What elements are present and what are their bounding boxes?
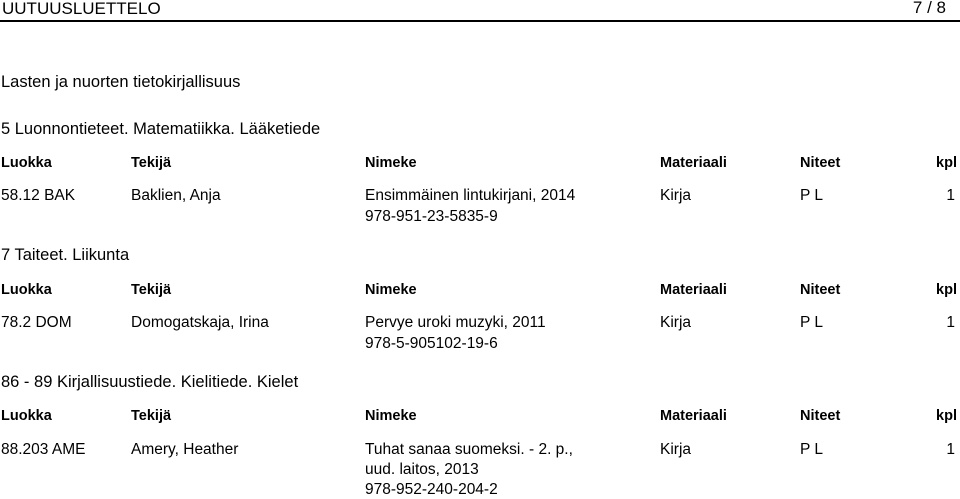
cell-tekija: Domogatskaja, Irina xyxy=(131,314,269,331)
col-niteet: Niteet xyxy=(800,155,841,171)
cell-kpl: 1 xyxy=(946,187,955,204)
section-heading: 86 - 89 Kirjallisuustiede. Kielitiede. Kielet xyxy=(1,373,299,391)
cell-luokka: 58.12 BAK xyxy=(1,187,76,204)
col-nimeke: Nimeke xyxy=(365,408,417,424)
cell-kpl: 1 xyxy=(946,314,955,331)
page-number: 7 / 8 xyxy=(912,0,946,17)
col-luokka: Luokka xyxy=(1,408,52,424)
col-niteet: Niteet xyxy=(800,408,841,424)
cell-luokka: 88.203 AME xyxy=(1,441,86,458)
cell-materiaali: Kirja xyxy=(660,187,692,204)
catalog-title: Lasten ja nuorten tietokirjallisuus xyxy=(1,73,241,91)
cell-isbn: 978-951-23-5835-9 xyxy=(365,208,498,225)
col-luokka: Luokka xyxy=(1,155,52,171)
cell-nimeke: Pervye uroki muzyki, 2011 xyxy=(365,314,546,331)
cell-materiaali: Kirja xyxy=(660,441,692,458)
col-tekija: Tekijä xyxy=(131,282,172,298)
col-materiaali: Materiaali xyxy=(660,408,727,424)
cell-materiaali: Kirja xyxy=(660,314,692,331)
col-tekija: Tekijä xyxy=(131,155,172,171)
cell-niteet: P L xyxy=(800,314,823,331)
cell-nimeke: Tuhat sanaa suomeksi. - 2. p., xyxy=(365,441,573,458)
col-kpl: kpl xyxy=(936,408,957,424)
col-niteet: Niteet xyxy=(800,282,841,298)
col-materiaali: Materiaali xyxy=(660,282,727,298)
cell-tekija: Amery, Heather xyxy=(131,441,239,458)
col-materiaali: Materiaali xyxy=(660,155,727,171)
cell-isbn: 978-5-905102-19-6 xyxy=(365,335,498,352)
section-heading: 5 Luonnontieteet. Matematiikka. Lääketiede xyxy=(1,120,321,138)
cell-tekija: Baklien, Anja xyxy=(131,187,221,204)
cell-luokka: 78.2 DOM xyxy=(1,314,72,331)
section-heading: 7 Taiteet. Liikunta xyxy=(1,246,130,264)
cell-nimeke: Ensimmäinen lintukirjani, 2014 xyxy=(365,187,576,204)
col-nimeke: Nimeke xyxy=(365,155,417,171)
cell-niteet: P L xyxy=(800,187,823,204)
cell-niteet: P L xyxy=(800,441,823,458)
col-kpl: kpl xyxy=(936,282,957,298)
cell-nimeke-cont: uud. laitos, 2013 xyxy=(365,461,479,478)
header-rule xyxy=(0,20,960,22)
col-nimeke: Nimeke xyxy=(365,282,417,298)
col-kpl: kpl xyxy=(936,155,957,171)
col-luokka: Luokka xyxy=(1,282,52,298)
cell-isbn: 978-952-240-204-2 xyxy=(365,481,498,498)
cell-kpl: 1 xyxy=(946,441,955,458)
document-title: UUTUUSLUETTELO xyxy=(2,0,161,18)
col-tekija: Tekijä xyxy=(131,408,172,424)
